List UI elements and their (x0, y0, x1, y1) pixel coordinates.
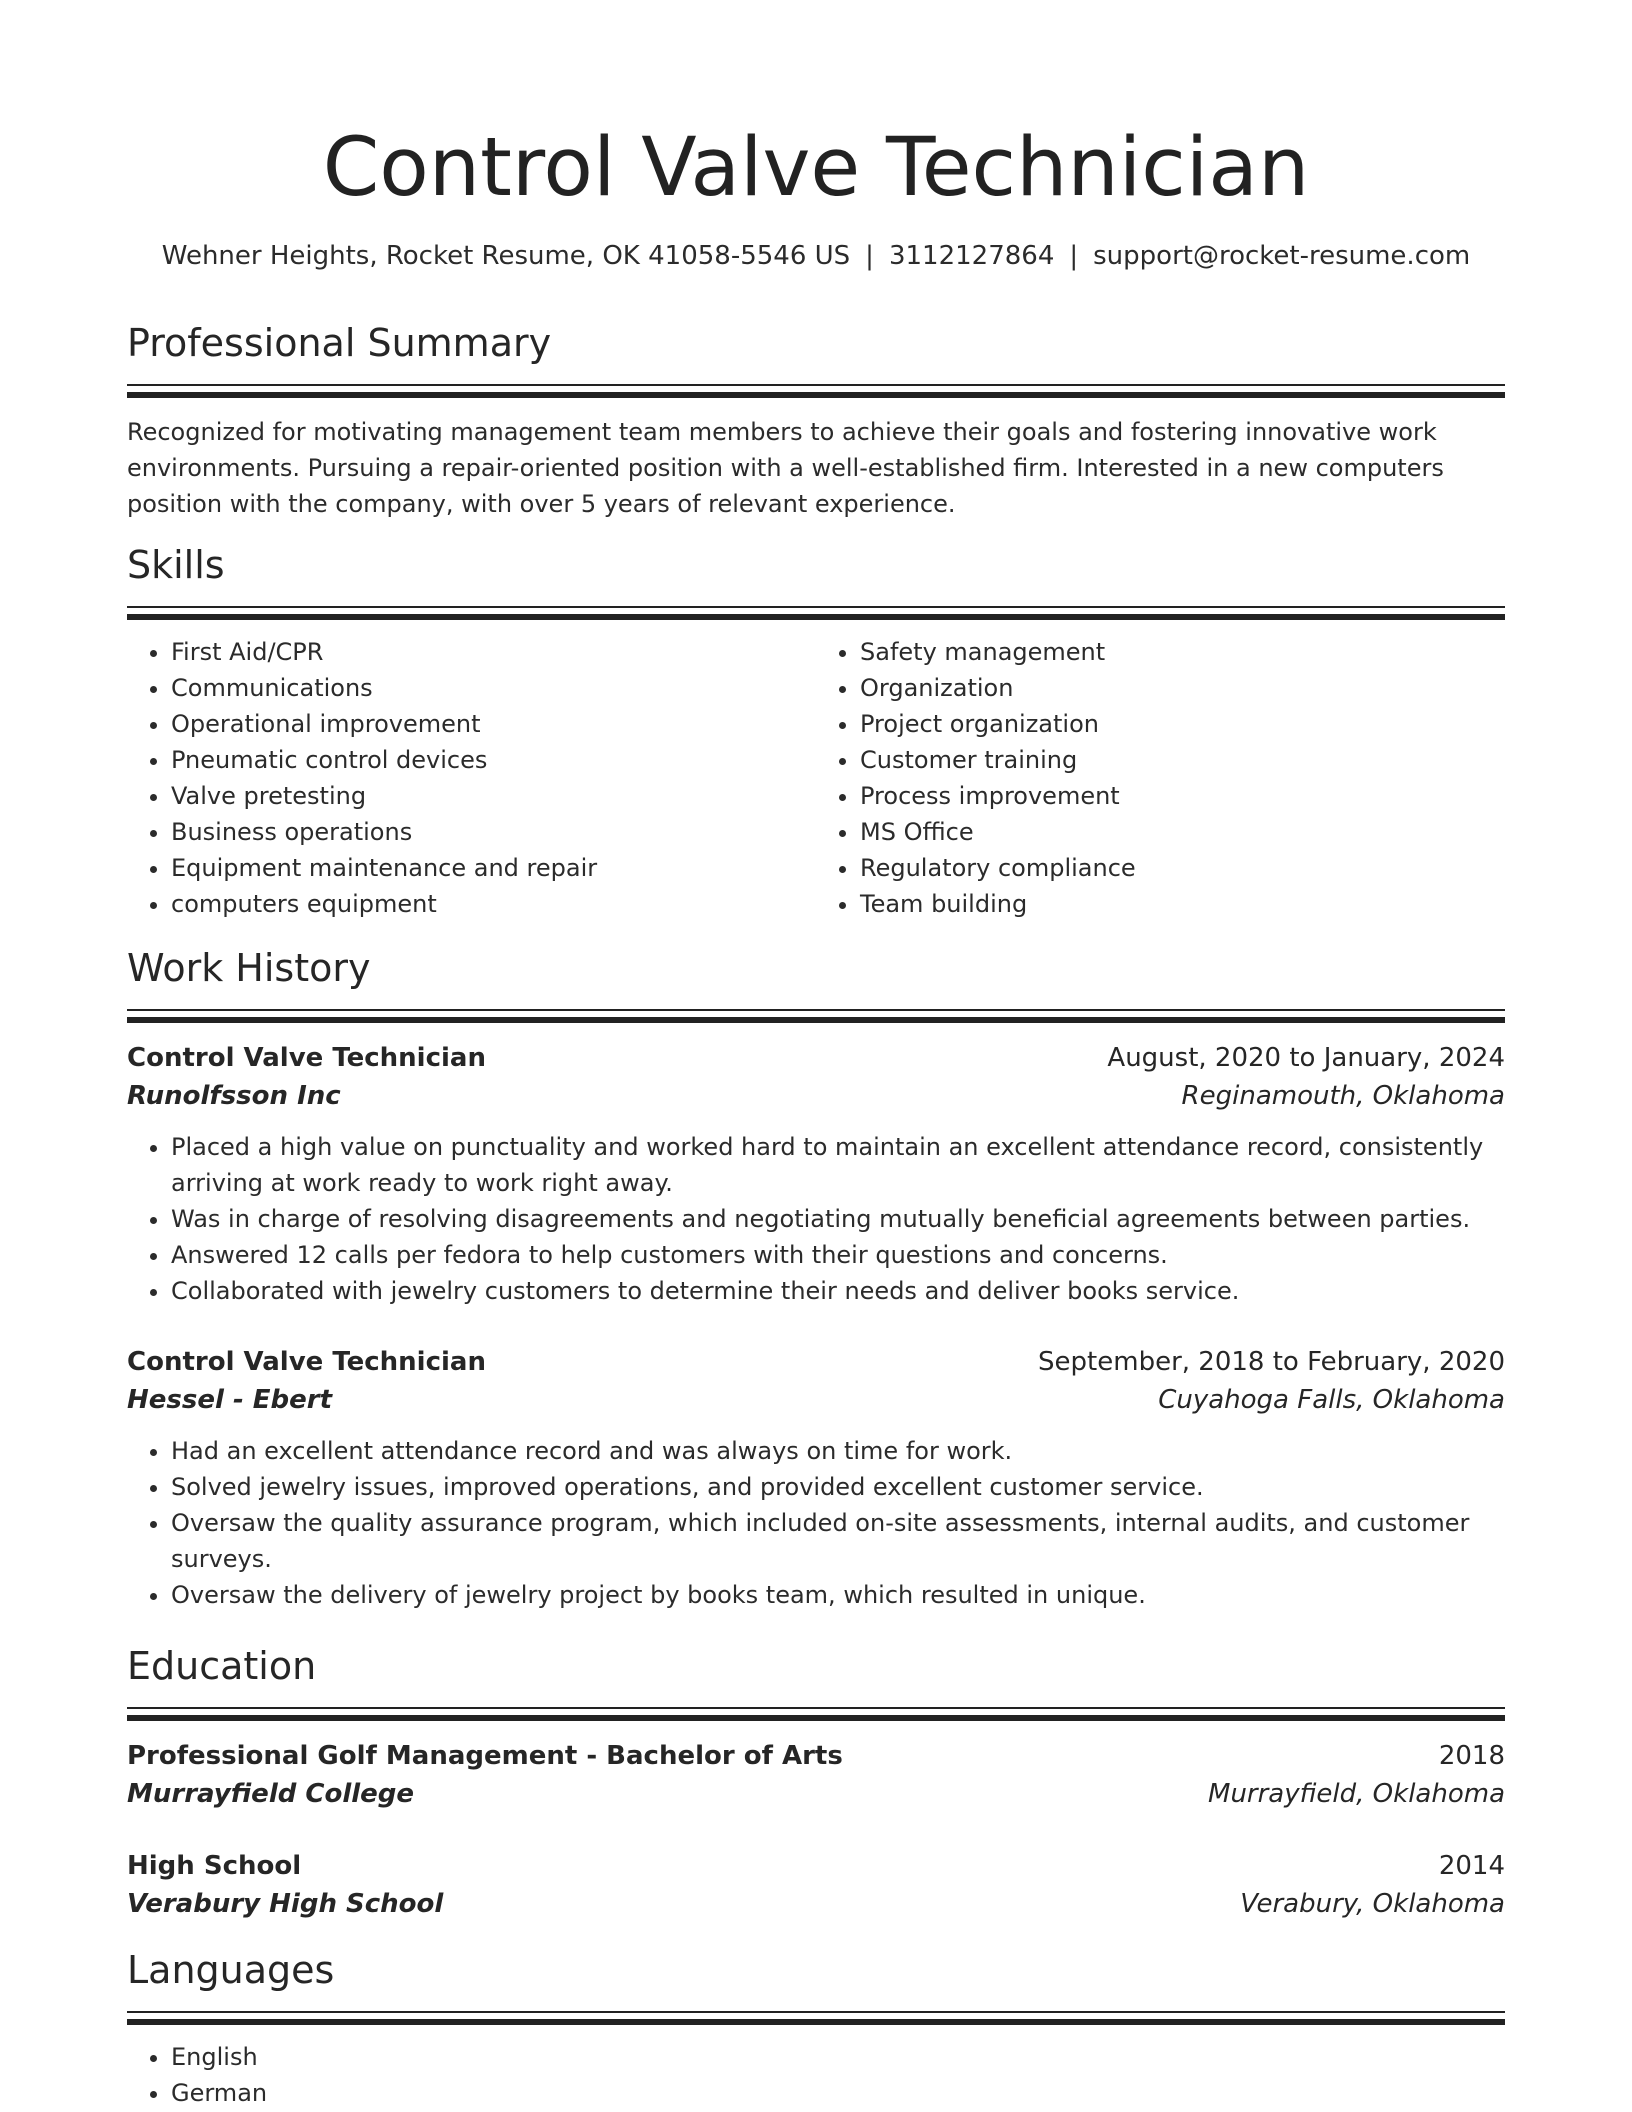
list-item: • Was in charge of resolving disagreements and negotiating mutually beneficial agreements between parties. (171, 1201, 1505, 1237)
job-bullets (127, 1433, 1505, 1613)
job-location: Cuyahoga Falls, Oklahoma (1158, 1385, 1505, 1415)
school-name: Murrayfield College (127, 1779, 415, 1809)
list-item: • English (171, 2039, 1505, 2075)
languages-list (127, 2039, 1505, 2111)
job-title: Control Valve Technician (127, 1043, 486, 1073)
email: support@rocket-resume.com (1093, 241, 1471, 271)
skills-list-right (816, 634, 1505, 922)
job-entry (127, 1343, 1505, 1613)
list-item: • Business operations (171, 814, 816, 850)
list-item: • computers equipment (171, 886, 816, 922)
list-item: • Valve pretesting (171, 778, 816, 814)
school-location: Verabury, Oklahoma (1240, 1889, 1505, 1919)
list-item: • Solved jewelry issues, improved operations, and provided excellent customer service. (171, 1469, 1505, 1505)
list-item: • Safety management (860, 634, 1505, 670)
section-divider (127, 2011, 1505, 2025)
contact-separator: | (865, 241, 874, 271)
contact-separator: | (1069, 241, 1079, 271)
phone: 3112127864 (888, 241, 1055, 271)
section-divider (127, 1009, 1505, 1023)
languages-section (127, 1945, 1505, 2111)
section-title: Languages (127, 1948, 335, 1992)
list-item: • German (171, 2075, 1505, 2111)
education-entry (127, 1847, 1505, 1923)
candidate-name: Control Valve Technician (322, 121, 1310, 215)
list-item: • Team building (860, 886, 1505, 922)
list-item: • Placed a high value on punctuality and worked hard to maintain an excellent attendance record, consistently arriving at work ready to work right away. (171, 1129, 1505, 1201)
job-company: Runolfsson Inc (127, 1081, 341, 1111)
school-location: Murrayfield, Oklahoma (1208, 1779, 1505, 1809)
list-item: • Organization (860, 670, 1505, 706)
list-item: • Regulatory compliance (860, 850, 1505, 886)
graduation-year: 2014 (1438, 1851, 1505, 1881)
summary-section (127, 318, 1505, 522)
section-divider (127, 384, 1505, 398)
education-entry (127, 1737, 1505, 1813)
job-dates: September, 2018 to February, 2020 (1038, 1347, 1505, 1377)
education-section (127, 1641, 1505, 1923)
degree: High School (127, 1851, 302, 1881)
list-item: • Process improvement (860, 778, 1505, 814)
list-item: • Project organization (860, 706, 1505, 742)
list-item: • Oversaw the delivery of jewelry project by books team, which resulted in unique. (171, 1577, 1505, 1613)
section-divider (127, 606, 1505, 620)
list-item: • Equipment maintenance and repair (171, 850, 816, 886)
list-item: • MS Office (860, 814, 1505, 850)
job-bullets (127, 1129, 1505, 1309)
list-item: • Operational improvement (171, 706, 816, 742)
job-title: Control Valve Technician (127, 1347, 486, 1377)
section-divider (127, 1707, 1505, 1721)
summary-text: Recognized for motivating management team members to achieve their goals and fostering innovative work environments. Pursuing a repair-oriented position with a well-established firm. Interested in a new computers position with the company, with over 5 years of relevant experience. (127, 418, 1444, 518)
skills-section (127, 540, 1505, 922)
list-item: • Communications (171, 670, 816, 706)
graduation-year: 2018 (1438, 1741, 1505, 1771)
job-entry (127, 1039, 1505, 1309)
work-history-section (127, 943, 1505, 1613)
skills-list-left (127, 634, 816, 922)
section-title: Skills (127, 543, 225, 587)
degree: Professional Golf Management - Bachelor of Arts (127, 1741, 843, 1771)
list-item: • Oversaw the quality assurance program, which included on-site assessments, internal audits, and customer surveys. (171, 1505, 1505, 1577)
job-dates: August, 2020 to January, 2024 (1107, 1043, 1505, 1073)
list-item: • Had an excellent attendance record and was always on time for work. (171, 1433, 1505, 1469)
contact-line (127, 238, 1505, 274)
section-title: Education (127, 1644, 317, 1688)
list-item: • Answered 12 calls per fedora to help customers with their questions and concerns. (171, 1237, 1505, 1273)
section-title: Professional Summary (127, 321, 552, 365)
skills-columns (127, 634, 1505, 922)
address: Wehner Heights, Rocket Resume, OK 41058-5546 US (161, 241, 851, 271)
list-item: • Customer training (860, 742, 1505, 778)
job-location: Reginamouth, Oklahoma (1181, 1081, 1505, 1111)
list-item: • Pneumatic control devices (171, 742, 816, 778)
list-item: • Collaborated with jewelry customers to determine their needs and deliver books service. (171, 1273, 1505, 1309)
section-title: Work History (127, 946, 371, 990)
list-item: • First Aid/CPR (171, 634, 816, 670)
school-name: Verabury High School (127, 1889, 444, 1919)
job-company: Hessel - Ebert (127, 1385, 333, 1415)
